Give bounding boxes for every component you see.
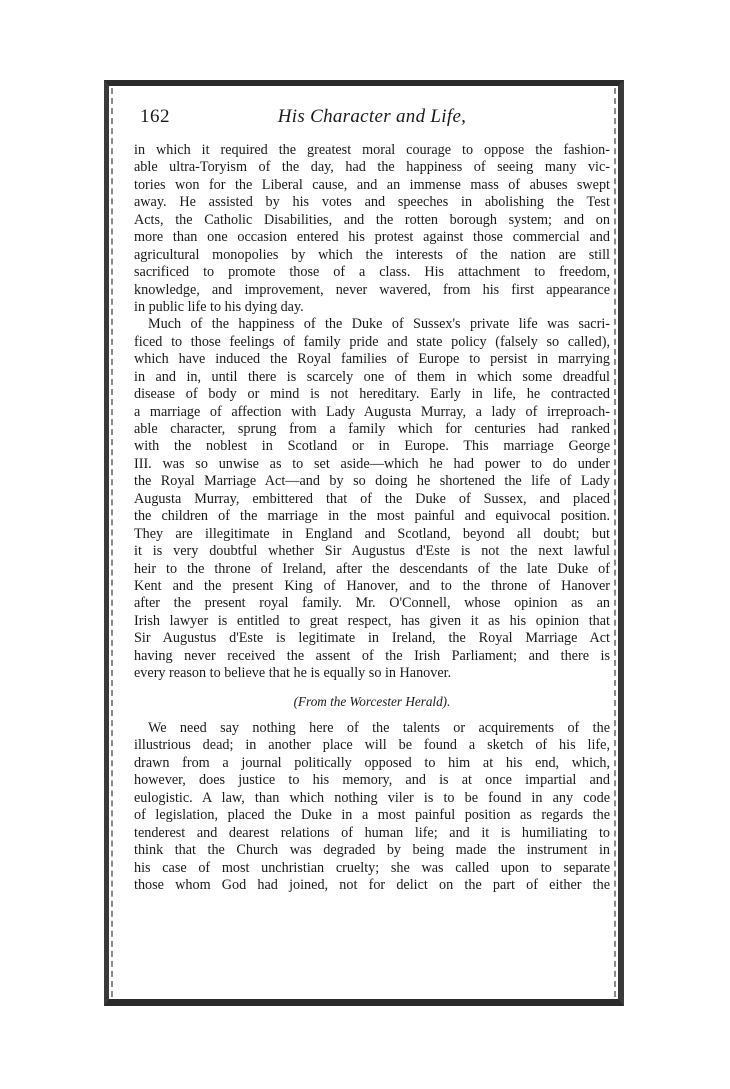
text-line: the Royal Marriage Act—and by so doing he shortened the life of Lady	[134, 473, 610, 490]
text-line: away. He assisted by his votes and speeches in abolishing the Test	[134, 194, 610, 211]
text-line: Irish lawyer is entitled to great respect, has given it as his opinion that	[134, 612, 610, 629]
text-line: with the noblest in Scotland or in Europe. This marriage George	[134, 438, 610, 455]
text-line: able ultra-Toryism of the day, had the happiness of seeing many vic-	[134, 159, 610, 176]
text-line: disease of body or mind is not hereditary. Early in life, he contracted	[134, 386, 610, 403]
text-line: We need say nothing here of the talents or acquirements of the	[148, 720, 610, 736]
text-line: think that the Church was degraded by being made the instrument in	[134, 842, 610, 859]
page-header	[134, 106, 610, 134]
running-title: His Character and Life,	[277, 106, 467, 127]
body-text	[134, 142, 610, 894]
source-heading: (From the Worcester Herald).	[293, 693, 451, 709]
text-line: in and in, until there is scarcely one of them in which some dreadful	[134, 368, 610, 385]
text-line: which have induced the Royal families of Europe to persist in marrying	[134, 351, 610, 368]
text-line: however, does justice to his memory, and is at once impartial and	[134, 772, 610, 789]
page-number: 162	[140, 106, 170, 127]
text-line: in public life to his dying day.	[134, 298, 304, 315]
text-line: drawn from a journal politically opposed to him at his end, which,	[134, 754, 610, 771]
text-line: of legislation, placed the Duke in a most painful position as regards the	[134, 807, 610, 824]
text-line: They are illegitimate in England and Scotland, beyond all doubt; but	[134, 525, 610, 542]
text-line: the children of the marriage in the most painful and equivocal position.	[134, 508, 610, 525]
text-line: Augusta Murray, embittered that of the Duke of Sussex, and placed	[134, 490, 610, 507]
text-line: a marriage of affection with Lady Augusta Murray, a lady of irreproach-	[134, 403, 610, 420]
text-line: it is very doubtful whether Sir Augustus d'Este is not the next lawful	[134, 543, 610, 560]
text-line: in which it required the greatest moral courage to oppose the fashion-	[134, 142, 610, 158]
text-line: more than one occasion entered his protest against those commercial and	[134, 229, 610, 246]
text-line: Kent and the present King of Hanover, and to the throne of Hanover	[134, 577, 610, 594]
text-line: those whom God had joined, not for delict on the part of either the	[134, 876, 610, 893]
text-line: tenderest and dearest relations of human life; and it is humiliating to	[134, 824, 610, 841]
text-line: Sir Augustus d'Este is legitimate in Ireland, the Royal Marriage Act	[134, 630, 610, 647]
text-line: Much of the happiness of the Duke of Sussex's private life was sacri-	[148, 316, 610, 333]
text-line: ficed to those feelings of family pride and state policy (falsely so called),	[134, 333, 610, 350]
text-line: his case of most unchristian cruelty; she was called upon to separate	[134, 859, 610, 876]
text-line: every reason to believe that he is equally so in Hanover.	[134, 665, 452, 682]
spacer	[134, 683, 610, 693]
text-line: able character, sprung from a family which for centuries had ranked	[134, 421, 610, 437]
text-line: illustrious dead; in another place will be found a sketch of his life,	[134, 737, 610, 754]
text-line: eulogistic. A law, than which nothing viler is to be found in any code	[134, 789, 610, 806]
text-line: after the present royal family. Mr. O'Connell, whose opinion as an	[134, 595, 610, 612]
spacer	[134, 710, 610, 720]
text-line: heir to the throne of Ireland, after the descendants of the late Duke of	[134, 560, 610, 577]
text-line: having never received the assent of the Irish Parliament; and there is	[134, 647, 610, 664]
paragraph-1	[134, 142, 610, 316]
text-line: tories won for the Liberal cause, and an immense mass of abuses swept	[134, 176, 610, 193]
text-line: III. was so unwise as to set aside—which he had power to do under	[134, 455, 610, 472]
text-line: sacrificed to promote those of a class. His attachment to freedom,	[134, 264, 610, 281]
text-line: Acts, the Catholic Disabilities, and the rotten borough system; and on	[134, 211, 610, 228]
text-line: knowledge, and improvement, never wavered, from his first appearance	[134, 281, 610, 298]
text-line: agricultural monopolies by which the interests of the nation are still	[134, 246, 610, 263]
paragraph-2	[134, 316, 610, 682]
paragraph-3	[134, 720, 610, 894]
